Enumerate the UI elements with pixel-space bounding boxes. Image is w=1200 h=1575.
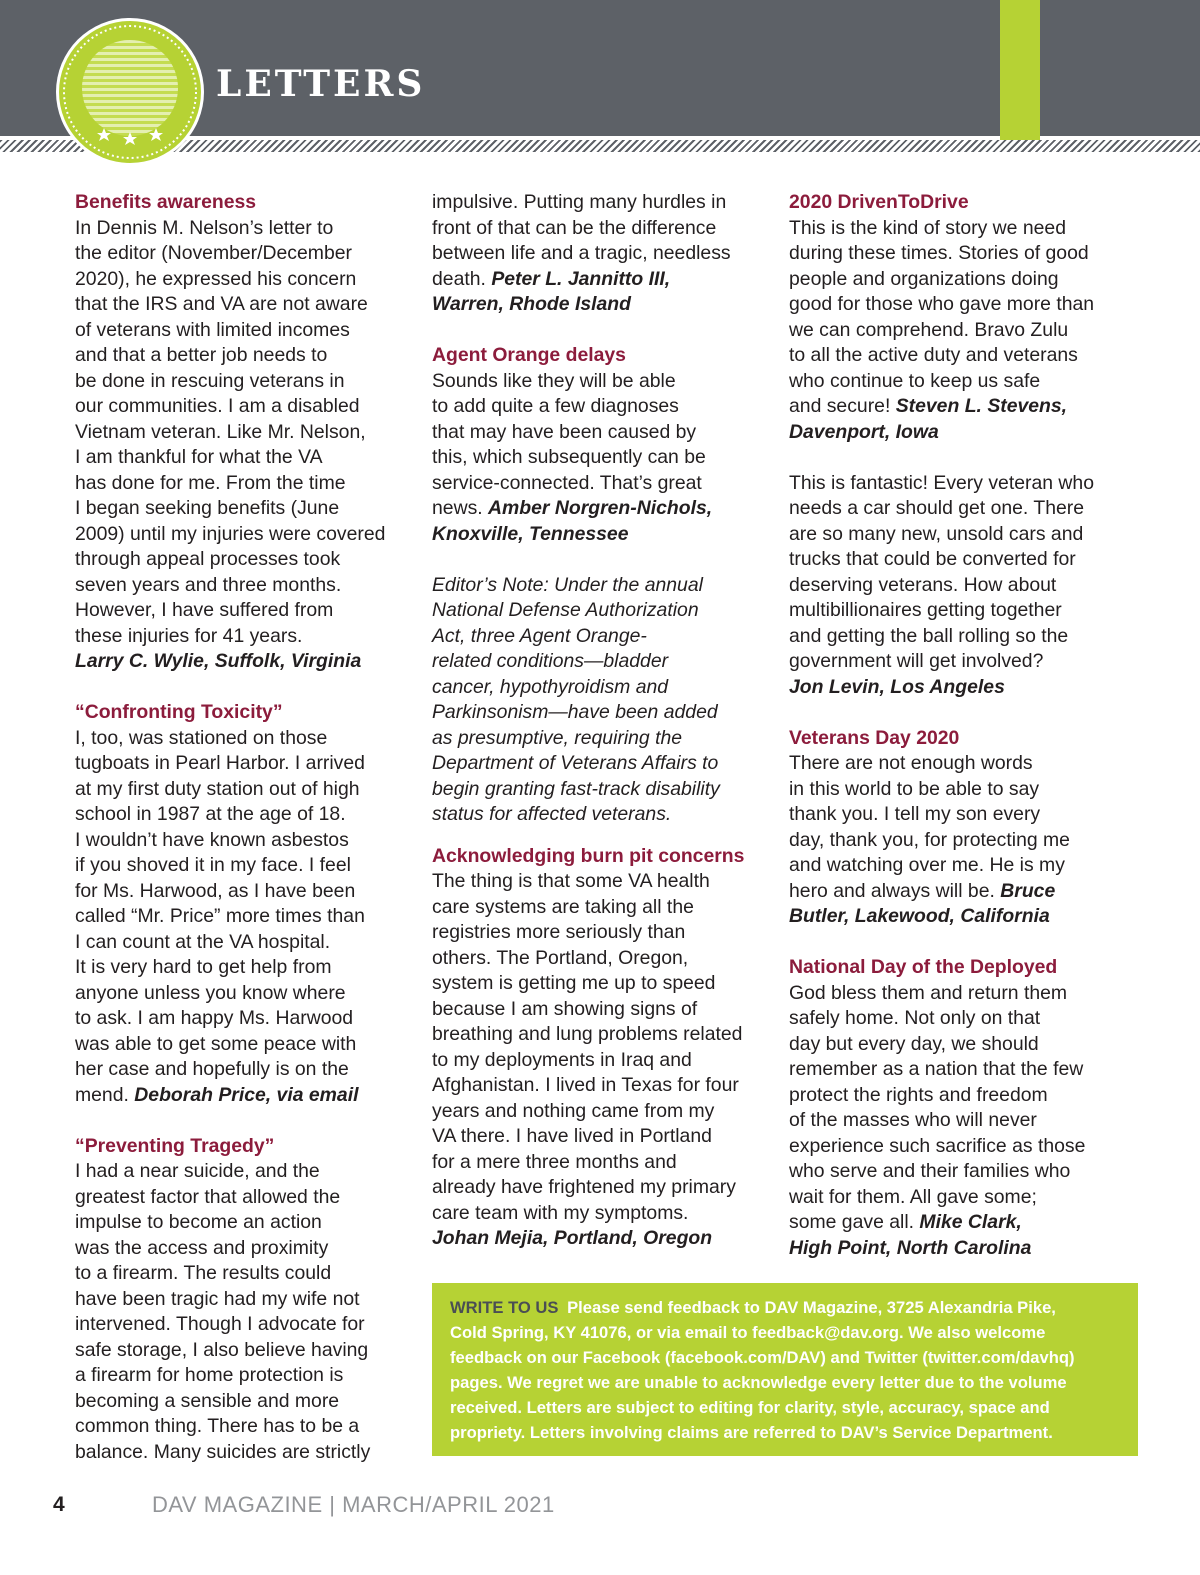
body-line: It is very hard to get help from <box>75 956 332 978</box>
letter-body <box>432 190 777 318</box>
body-line: Vietnam veteran. Like Mr. Nelson, <box>75 420 366 443</box>
header-accent-strip <box>1000 0 1040 146</box>
letter-heading: Acknowledging burn pit concerns <box>432 844 745 867</box>
body-line: day but every day, we should <box>789 1032 1039 1055</box>
letter-signature: High Point, North Carolina <box>789 1236 1032 1259</box>
letter-signature: Knoxville, Tennessee <box>432 522 629 545</box>
body-line: that may have been caused by <box>432 420 697 443</box>
body-line: deserving veterans. How about <box>789 573 1057 596</box>
body-line: However, I have suffered from <box>75 599 334 621</box>
column-1 <box>75 190 420 1465</box>
body-line: for a mere three months and <box>432 1150 677 1173</box>
body-line: are so many new, unsold cars and <box>789 522 1084 545</box>
body-line: people and organizations doing <box>789 267 1059 290</box>
letter-signature: Johan Mejia, Portland, Oregon <box>432 1227 713 1249</box>
body-line: safely home. Not only on that <box>789 1007 1041 1029</box>
body-line: between life and a tragic, needless <box>432 242 731 264</box>
letter-body <box>789 216 1134 446</box>
body-line-with-signature <box>789 879 1134 905</box>
letter-national-day-deployed <box>789 955 1134 1261</box>
body-line: I wouldn’t have known asbestos <box>75 828 349 851</box>
body-line: to all the active duty and veterans <box>789 344 1078 366</box>
body-line: in this world to be able to say <box>789 777 1040 800</box>
body-line: This is fantastic! Every veteran who <box>789 471 1094 494</box>
note-line: Department of Veterans Affairs to <box>432 752 719 774</box>
body-line: was able to get some peace with <box>75 1032 357 1055</box>
body-line: tugboats in Pearl Harbor. I arrived <box>75 752 365 774</box>
letter-signature: Davenport, Iowa <box>789 420 939 443</box>
body-line: 2020), he expressed his concern <box>75 267 357 290</box>
letter-heading: Agent Orange delays <box>432 344 626 366</box>
write-text: Please send feedback to DAV Magazine, 3725 Alexandria Pike, <box>567 1298 1056 1317</box>
body-line: during these times. Stories of good <box>789 242 1089 264</box>
body-line: thank you. I tell my son every <box>789 803 1041 825</box>
body-line: anyone unless you know where <box>75 981 346 1004</box>
body-line: front of that can be the difference <box>432 216 717 239</box>
body-line: day, thank you, for protecting me <box>789 828 1070 851</box>
body-text: news. <box>432 497 483 519</box>
letter-benefits-awareness <box>75 190 420 675</box>
body-line: these injuries for 41 years. <box>75 624 303 647</box>
write-line: propriety. Letters involving claims are referred to DAV’s Service Department. <box>450 1423 1053 1442</box>
write-to-us-box <box>432 1283 1138 1456</box>
letter-fantastic <box>789 471 1134 701</box>
write-line: received. Letters are subject to editing for clarity, style, accuracy, space and <box>450 1398 1050 1417</box>
body-line: seven years and three months. <box>75 573 342 596</box>
letter-body <box>75 1159 420 1465</box>
body-line: balance. Many suicides are strictly <box>75 1440 371 1463</box>
letter-heading: “Confronting Toxicity” <box>75 701 283 723</box>
issue-date: MARCH/APRIL 2021 <box>342 1492 555 1517</box>
letter-body <box>75 216 420 675</box>
body-line-with-signature <box>789 394 1134 420</box>
body-line: and watching over me. He is my <box>789 854 1065 876</box>
body-line: system is getting me up to speed <box>432 972 716 994</box>
body-line-with-signature <box>789 1210 1134 1236</box>
body-line: God bless them and return them <box>789 981 1068 1004</box>
body-line: I began seeking benefits (June <box>75 497 340 519</box>
body-line: who continue to keep us safe <box>789 369 1041 392</box>
body-line: care team with my symptoms. <box>432 1201 689 1224</box>
body-line: There are not enough words <box>789 752 1033 774</box>
note-line: Editor’s Note: Under the annual <box>432 573 703 596</box>
body-line: Afghanistan. I lived in Texas for four <box>432 1074 739 1096</box>
column-2 <box>432 190 777 1252</box>
letter-body <box>75 726 420 1109</box>
note-line: status for affected veterans. <box>432 803 672 825</box>
letter-signature: Deborah Price, via email <box>134 1083 359 1106</box>
body-text: mend. <box>75 1083 129 1106</box>
footer-publication <box>152 1490 555 1520</box>
body-line: I am thankful for what the VA <box>75 446 323 468</box>
body-line: others. The Portland, Oregon, <box>432 946 689 969</box>
letter-signature: Jon Levin, Los Angeles <box>789 675 1005 698</box>
body-line: I can count at the VA hospital. <box>75 930 331 953</box>
body-line: if you shoved it in my face. I feel <box>75 854 351 876</box>
note-line: Parkinsonism—have been added <box>432 701 718 723</box>
letter-confronting-toxicity <box>75 700 420 1108</box>
body-line: be done in rescuing veterans in <box>75 369 345 392</box>
body-line: through appeal processes took <box>75 548 341 570</box>
body-line: already have frightened my primary <box>432 1176 736 1198</box>
body-line: this, which subsequently can be <box>432 446 706 468</box>
note-line: begin granting fast-track disability <box>432 777 720 800</box>
body-line: impulse to become an action <box>75 1211 322 1233</box>
body-line: for Ms. Harwood, as I have been <box>75 879 356 902</box>
letter-signature: Bruce <box>1000 879 1056 902</box>
letter-body <box>789 751 1134 930</box>
letter-signature: Peter L. Jannitto III, <box>491 267 671 290</box>
note-line: related conditions—bladder <box>432 650 669 672</box>
magazine-name: DAV MAGAZINE <box>152 1492 323 1517</box>
editors-note <box>432 573 777 828</box>
body-line: The thing is that some VA health <box>432 870 710 892</box>
note-line: National Defense Authorization <box>432 599 699 621</box>
body-line: intervened. Though I advocate for <box>75 1313 365 1335</box>
footer-separator: | <box>329 1492 336 1517</box>
letter-heading: “Preventing Tragedy” <box>75 1134 275 1157</box>
body-line: a firearm for home protection is <box>75 1364 344 1386</box>
body-line: to add quite a few diagnoses <box>432 395 679 417</box>
body-line: In Dennis M. Nelson’s letter to <box>75 216 334 239</box>
body-line-with-signature <box>432 267 777 293</box>
letter-agent-orange-delays <box>432 343 777 547</box>
body-line: called “Mr. Price” more times than <box>75 905 365 927</box>
body-line: breathing and lung problems related <box>432 1023 743 1045</box>
body-line: protect the rights and freedom <box>789 1083 1048 1106</box>
letter-signature: Mike Clark, <box>919 1211 1022 1233</box>
body-line: has done for me. From the time <box>75 471 346 494</box>
note-line: as presumptive, requiring the <box>432 726 683 749</box>
body-line: 2009) until my injuries were covered <box>75 522 386 545</box>
body-line-with-signature <box>432 496 777 522</box>
body-line: that the IRS and VA are not aware <box>75 293 368 315</box>
letter-heading: National Day of the Deployed <box>789 956 1058 978</box>
letter-body <box>432 869 777 1252</box>
write-to-us-label: WRITE TO US <box>450 1298 559 1317</box>
body-text: some gave all. <box>789 1211 915 1233</box>
body-line: school in 1987 at the age of 18. <box>75 803 346 825</box>
body-line: we can comprehend. Bravo Zulu <box>789 318 1069 341</box>
note-line: cancer, hypothyroidism and <box>432 675 669 698</box>
letter-veterans-day <box>789 726 1134 930</box>
section-title: LETTERS <box>216 63 426 105</box>
letter-driven-to-drive <box>789 190 1134 445</box>
letter-signature: Steven L. Stevens, <box>895 395 1068 417</box>
letter-body <box>789 471 1134 701</box>
body-line: at my first duty station out of high <box>75 777 360 800</box>
body-line: to a firearm. The results could <box>75 1262 332 1284</box>
body-line: good for those who gave more than <box>789 293 1095 315</box>
body-line: becoming a sensible and more <box>75 1389 340 1412</box>
letter-body <box>789 981 1134 1262</box>
body-line: years and nothing came from my <box>432 1099 715 1122</box>
body-line-with-signature <box>75 1083 420 1109</box>
body-line: I, too, was stationed on those <box>75 726 328 749</box>
body-line: our communities. I am a disabled <box>75 395 360 417</box>
column-3 <box>789 190 1134 1261</box>
circle-badge-with-stars-icon <box>54 16 206 168</box>
write-line: Cold Spring, KY 41076, or via email to feedback@dav.org. We also welcome <box>450 1323 1046 1342</box>
body-line: This is the kind of story we need <box>789 216 1066 239</box>
letter-signature: Amber Norgren-Nichols, <box>488 497 713 519</box>
body-line: I had a near suicide, and the <box>75 1160 320 1182</box>
letter-heading: 2020 DrivenToDrive <box>789 191 969 213</box>
body-line: and getting the ball rolling so the <box>789 624 1069 647</box>
body-line: experience such sacrifice as those <box>789 1134 1086 1157</box>
letter-heading: Veterans Day 2020 <box>789 726 960 749</box>
body-text: death. <box>432 267 486 290</box>
body-line: registries more seriously than <box>432 921 686 943</box>
body-line: have been tragic had my wife not <box>75 1287 360 1310</box>
body-line: government will get involved? <box>789 650 1044 672</box>
body-line: was the access and proximity <box>75 1236 329 1259</box>
letter-burn-pit-concerns <box>432 844 777 1252</box>
body-line: common thing. There has to be a <box>75 1415 360 1437</box>
write-line <box>450 1295 1118 1320</box>
body-line: to my deployments in Iraq and <box>432 1048 692 1071</box>
body-line: Sounds like they will be able <box>432 369 676 392</box>
page-number: 4 <box>53 1493 65 1516</box>
body-line: her case and hopefully is on the <box>75 1058 349 1080</box>
body-line: remember as a nation that the few <box>789 1058 1084 1080</box>
body-line: service-connected. That’s great <box>432 471 702 494</box>
letter-preventing-tragedy <box>75 1134 420 1466</box>
letter-heading: Benefits awareness <box>75 191 257 213</box>
body-text: hero and always will be. <box>789 879 995 902</box>
body-line: trucks that could be converted for <box>789 548 1076 570</box>
letter-signature: Larry C. Wylie, Suffolk, Virginia <box>75 650 362 672</box>
body-line: to ask. I am happy Ms. Harwood <box>75 1007 354 1029</box>
body-line: needs a car should get one. There <box>789 497 1085 519</box>
body-line: greatest factor that allowed the <box>75 1185 341 1208</box>
body-line: care systems are taking all the <box>432 895 694 918</box>
body-line: the editor (November/December <box>75 242 352 264</box>
note-line: Act, three Agent Orange- <box>432 624 647 647</box>
body-line: impulsive. Putting many hurdles in <box>432 191 727 213</box>
write-line: feedback on our Facebook (facebook.com/DAV) and Twitter (twitter.com/davhq) <box>450 1348 1075 1367</box>
body-line: VA there. I have lived in Portland <box>432 1125 712 1147</box>
body-line: safe storage, I also believe having <box>75 1338 369 1361</box>
write-line: pages. We regret we are unable to acknowledge every letter due to the volume <box>450 1373 1067 1392</box>
body-line: multibillionaires getting together <box>789 599 1062 621</box>
letter-preventing-tragedy-continued <box>432 190 777 318</box>
letter-signature: Butler, Lakewood, California <box>789 905 1050 927</box>
body-line: of veterans with limited incomes <box>75 318 350 341</box>
body-line: who serve and their families who <box>789 1160 1071 1182</box>
body-line: of the masses who will never <box>789 1109 1037 1131</box>
body-line: wait for them. All gave some; <box>789 1185 1037 1208</box>
letter-signature: Warren, Rhode Island <box>432 293 631 315</box>
letter-body <box>432 369 777 548</box>
body-text: and secure! <box>789 395 891 417</box>
body-line: because I am showing signs of <box>432 997 698 1020</box>
body-line: and that a better job needs to <box>75 344 328 366</box>
